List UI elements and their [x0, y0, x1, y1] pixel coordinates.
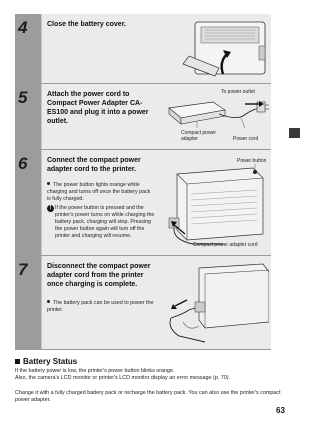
step-title: Disconnect the compact power adapter cord from the printer once charging is complete.: [47, 263, 151, 288]
step-title: Close the battery cover.: [47, 21, 126, 28]
section-heading: Battery Status: [15, 357, 77, 366]
step-title: Connect the compact power adapter cord to the printer.: [47, 157, 141, 173]
section-paragraph: If the battery power is low, the printer's power button blinks orange.: [15, 368, 175, 374]
step-6: [15, 150, 271, 256]
page-number: 63: [276, 406, 285, 415]
warning-icon: !: [47, 205, 54, 212]
printer-connection-illustration: [163, 164, 269, 250]
label-compact-power-adapter: Compact power adapter: [181, 130, 217, 142]
step-number: 7: [18, 260, 28, 279]
step-number: 6: [18, 154, 28, 173]
label-to-power-outlet: To power outlet: [221, 89, 255, 95]
label-power-cord: Power cord: [233, 136, 259, 142]
step-bullet: The battery pack can be used to power the printer.: [47, 300, 154, 313]
step-7: [15, 256, 271, 350]
battery-cover-illustration: [175, 18, 269, 82]
section-paragraph: Change it with a fully charged battery pack or recharge the battery pack. You can also use the printer's compact power adapter.: [15, 390, 281, 404]
section-paragraph: Also, the camera's LCD monitor or printer's LCD monitor display an error message (p. 70).: [15, 375, 231, 381]
label-power-button: Power button: [237, 158, 267, 164]
chapter-tab: [289, 128, 300, 138]
step-note: ! If the power button is pressed and the printer's power turns on while charging the battery pack, charging will stop. Pressing the power button again will turn off the printer and charging will resume.: [47, 205, 157, 240]
disconnect-cord-illustration: [165, 262, 269, 346]
step-5: [15, 84, 271, 150]
step-title: Attach the power cord to Compact Power Adapter CA-ES100 and plug it into a power outlet.: [47, 91, 149, 125]
square-bullet-icon: [15, 359, 20, 364]
label-compact-power-adapter-cord: Compact power adapter cord: [193, 242, 258, 248]
step-number: 5: [18, 88, 28, 107]
step-4: [15, 14, 271, 84]
step-number: 4: [18, 18, 28, 37]
step-bullet: The power button lights orange while charging and turns off once the battery pack is fully charged.: [47, 182, 151, 202]
